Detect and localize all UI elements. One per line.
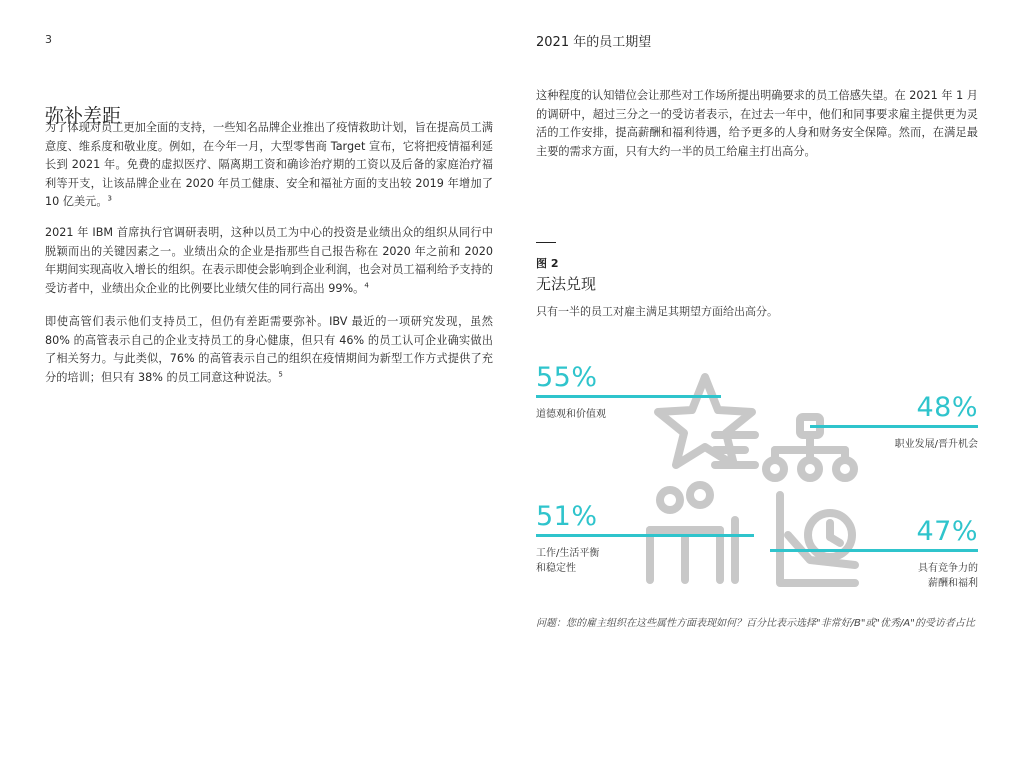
- value-label-4: 47%: [916, 516, 978, 547]
- people-icon: [650, 485, 735, 580]
- value-bar-1: [536, 395, 721, 398]
- value-label-3: 51%: [536, 501, 598, 532]
- footnote-ref-5: 5: [278, 369, 283, 378]
- category-label-4-line-2: 薪酬和福利: [928, 578, 978, 589]
- section-heading: 弥补差距: [45, 104, 122, 127]
- category-label-2: [810, 437, 978, 452]
- figure-title: 无法兑现: [536, 275, 597, 293]
- footnote-ref-4: 4: [364, 280, 369, 289]
- paragraph-3-text: 即使高管们表示他们支持员工，但仍有差距需要弥补。IBV 最近的一项研究发现，虽然 80% 的高管表示自己的企业支持员工的身心健康，但只有 46% 的员工认可企业确实做出了相关努力。与此类似，76% 的高管表示自己的组织在疫情期间为新型工作方式提供了充分的培训；但只有 38% 的员工同意这种说法。: [45, 315, 493, 384]
- value-label-1: 55%: [536, 362, 598, 393]
- paragraph-3: [45, 313, 493, 387]
- category-label-1-line-1: 道德观和价值观: [536, 409, 606, 420]
- category-label-1: [536, 407, 606, 422]
- category-label-3-line-1: 工作/生活平衡: [536, 548, 600, 559]
- value-label-2: 48%: [916, 392, 978, 423]
- figure-subtitle: 只有一半的员工对雇主满足其期望方面给出高分。: [536, 305, 778, 318]
- paragraph-4: 这种程度的认知错位会让那些对工作场所提出明确要求的员工倍感失望。在 2021 年 1 月的调研中，超过三分之一的受访者表示，在过去一年中，他们和同事要求雇主提供更为灵活的工作安排，提高薪酬和福利待遇，给予更多的人身和财务安全保障。然而，在满足最主要的需求方面，只有大约一半的员工给雇主打出高分。: [536, 89, 978, 158]
- value-bar-2: [810, 425, 978, 428]
- value-bar-4: [770, 549, 978, 552]
- page-number: 3: [45, 33, 52, 46]
- footnote-ref-3: 3: [107, 194, 113, 203]
- figure-footnote: 问题：您的雇主组织在这些属性方面表现如何？百分比表示选择"非常好/B"或"优秀/A"的受访者占比: [536, 618, 975, 629]
- paragraph-2: [45, 224, 493, 298]
- paragraph-1: [45, 119, 493, 212]
- paragraph-2-text: 2021 年 IBM 首席执行官调研表明，这种以员工为中心的投资是业绩出众的组织从同行中脱颖而出的关键因素之一。业绩出众的企业是指那些自己报告称在 2020 年之前和 2020 年期间实现高收入增长的组织。在表示即使会影响到企业利润，也会对员工福利给予支持的受访者中，业绩出众企业的比例要比业绩欠佳的同行高出 99%。: [45, 226, 493, 295]
- figure-label: 图 2: [536, 257, 559, 270]
- category-label-2-line-1: 职业发展/晋升机会: [894, 439, 978, 450]
- category-label-3-line-2: 和稳定性: [536, 563, 576, 574]
- category-label-3: [536, 546, 599, 576]
- running-title: 2021 年的员工期望: [536, 35, 652, 50]
- category-label-4: [770, 561, 978, 591]
- category-label-4-line-1: 具有竞争力的: [918, 563, 978, 574]
- value-bar-3: [536, 534, 754, 537]
- figure-rule: [536, 242, 556, 243]
- paragraph-1-text: 为了体现对员工更加全面的支持，一些知名品牌企业推出了疫情救助计划，旨在提高员工满意度、维系度和敬业度。例如，在今年一月，大型零售商 Target 宣布，它将把疫情福利延长到 2021 年。免费的虚拟医疗、隔离期工资和确诊治疗期的工资以及后备的家庭治疗福利等开支，让该品牌企业在 2020 年员工健康、安全和福祉方面的支出较 2019 年增加了 10 亿美元。: [45, 121, 493, 208]
